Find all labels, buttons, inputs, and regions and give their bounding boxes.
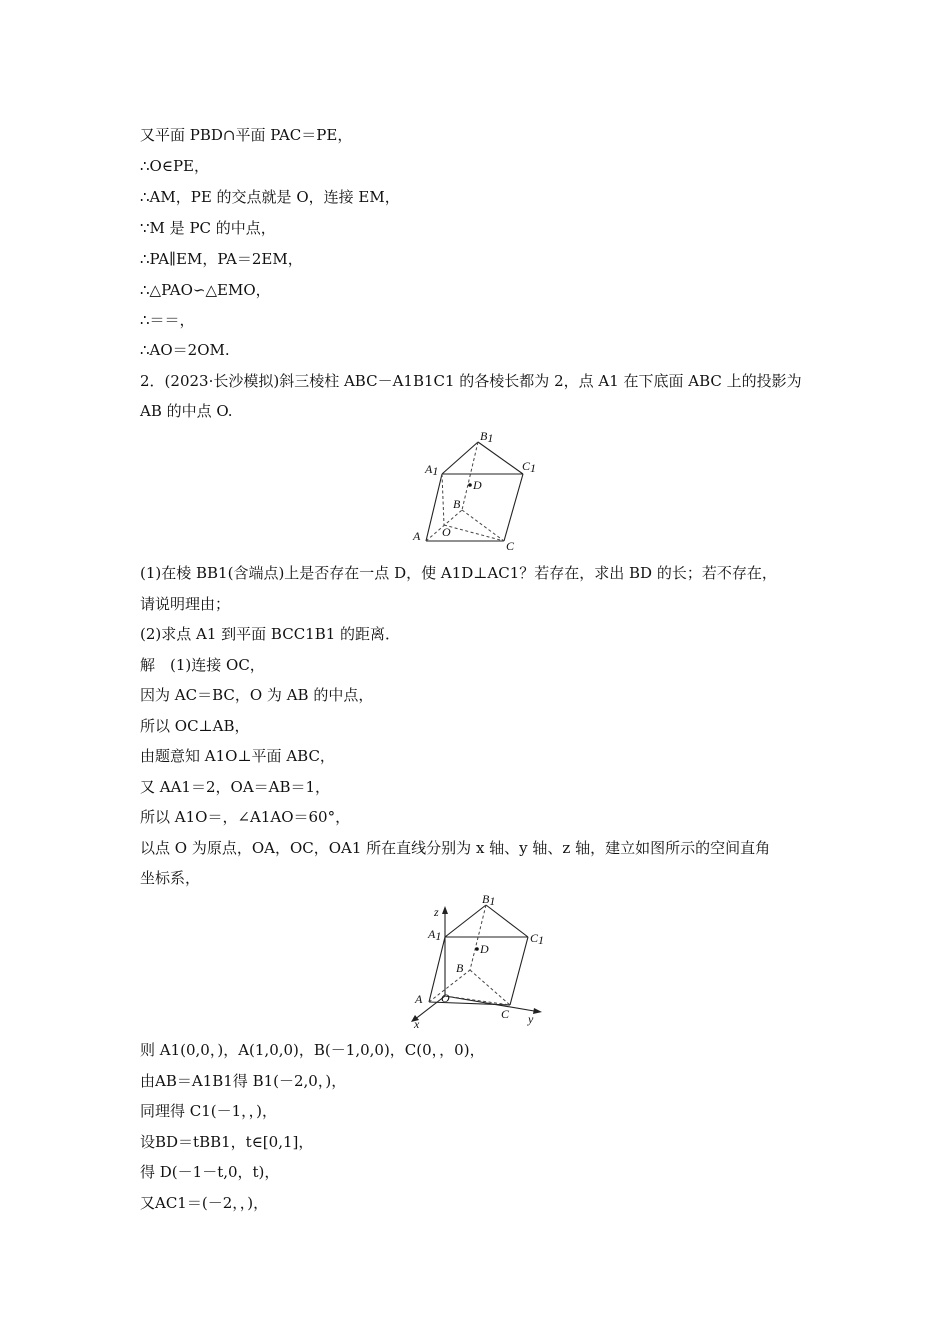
label-a1: A1	[425, 462, 439, 478]
text-line-7: ∴＝＝，	[140, 311, 195, 329]
y-axis-arrow	[533, 1008, 542, 1014]
label-d: D	[480, 942, 489, 956]
edge-b-c-hidden	[470, 970, 510, 1005]
text-line-3: ∴AM，PE 的交点就是 O，连接 EM，	[140, 188, 400, 206]
edge-c1-c	[510, 937, 528, 1005]
edge-a1-b1	[442, 442, 478, 474]
point-d	[468, 483, 472, 487]
label-b: B	[453, 497, 461, 511]
solution-line-3: 所以 OC⊥AB，	[140, 717, 250, 735]
label-c1: C1	[530, 931, 545, 947]
point-d-line: 得 D(－1－t,0，t)，	[140, 1163, 280, 1181]
solution-start: 解 (1)连接 OC，	[140, 656, 265, 674]
edge-b1-b-hidden	[462, 442, 478, 510]
label-c: C	[501, 1007, 510, 1021]
label-a1: A1	[428, 927, 442, 943]
label-b: B	[456, 961, 464, 975]
edge-a1-a	[426, 474, 442, 541]
question-1-cont: 请说明理由；	[140, 595, 231, 613]
solution-line-7: 以点 O 为原点，OA，OC，OA1 所在直线分别为 x 轴、y 轴、z 轴，建立如图所示的空间直角	[140, 839, 771, 857]
label-o: O	[441, 991, 450, 1005]
label-b1: B1	[482, 892, 496, 908]
label-b1: B1	[480, 429, 494, 445]
label-a: A	[413, 529, 421, 543]
question-2: (2)求点 A1 到平面 BCC1B1 的距离．	[140, 625, 401, 643]
prism-figure	[408, 424, 548, 556]
label-a: A	[415, 992, 423, 1006]
text-line-6: ∴△PAO∽△EMO，	[140, 281, 271, 299]
question-1: (1)在棱 BB1(含端点)上是否存在一点 D，使 A1D⊥AC1？若存在，求出 BD 的长；若不存在，	[140, 564, 777, 582]
edge-b1-c1	[478, 442, 523, 474]
y-axis	[445, 996, 540, 1012]
label-z: z	[434, 905, 439, 919]
label-d: D	[473, 478, 482, 492]
solution-line-5: 又 AA1＝2，OA＝AB＝1，	[140, 778, 331, 796]
problem-2-statement: 2．(2023·长沙模拟)斜三棱柱 ABC－A1B1C1 的各棱长都为 2，点 A1 在下底面 ABC 上的投影为	[140, 372, 802, 390]
solution-line-6: 所以 A1O＝，∠A1AO＝60°，	[140, 808, 351, 826]
segment-o-c-hidden	[444, 525, 504, 541]
c1-line: 同理得 C1(－1，，)，	[140, 1102, 278, 1120]
label-c1: C1	[522, 459, 537, 475]
text-line-8: ∴AO＝2OM.	[140, 341, 230, 359]
solution-line-7-cont: 坐标系，	[140, 869, 201, 887]
label-c: C	[506, 539, 515, 553]
text-line-2: ∴O∈PE，	[140, 157, 209, 175]
z-axis-arrow	[442, 906, 448, 914]
vector-ab-line: 由AB＝A1B1得 B1(－2,0，)，	[140, 1072, 347, 1090]
point-d	[475, 947, 479, 951]
text-line-4: ∵M 是 PC 的中点，	[140, 219, 276, 237]
vector-bd-line: 设BD＝tBB1，t∈[0,1]，	[140, 1133, 314, 1151]
coordinates-line: 则 A1(0,0，)，A(1,0,0)，B(－1,0,0)，C(0，，0)，	[140, 1041, 485, 1059]
solution-line-4: 由题意知 A1O⊥平面 ABC，	[140, 747, 335, 765]
edge-c1-c	[504, 474, 523, 541]
text-line-1: 又平面 PBD∩平面 PAC＝PE，	[140, 126, 353, 144]
label-y: y	[528, 1012, 534, 1026]
edge-b-c-hidden	[462, 510, 504, 541]
coordinate-figure	[400, 892, 550, 1030]
edge-a1-b1	[445, 905, 486, 937]
vector-ac1-line: 又AC1＝(－2，，)，	[140, 1194, 269, 1212]
edge-b1-c1	[486, 905, 528, 937]
problem-2-statement-cont: AB 的中点 O.	[140, 402, 233, 420]
label-x: x	[414, 1017, 420, 1030]
segment-a1-o-hidden	[442, 474, 444, 525]
solution-line-2: 因为 AC＝BC，O 为 AB 的中点，	[140, 686, 374, 704]
text-line-5: ∴PA∥EM，PA＝2EM，	[140, 250, 303, 268]
label-o: O	[442, 525, 451, 539]
